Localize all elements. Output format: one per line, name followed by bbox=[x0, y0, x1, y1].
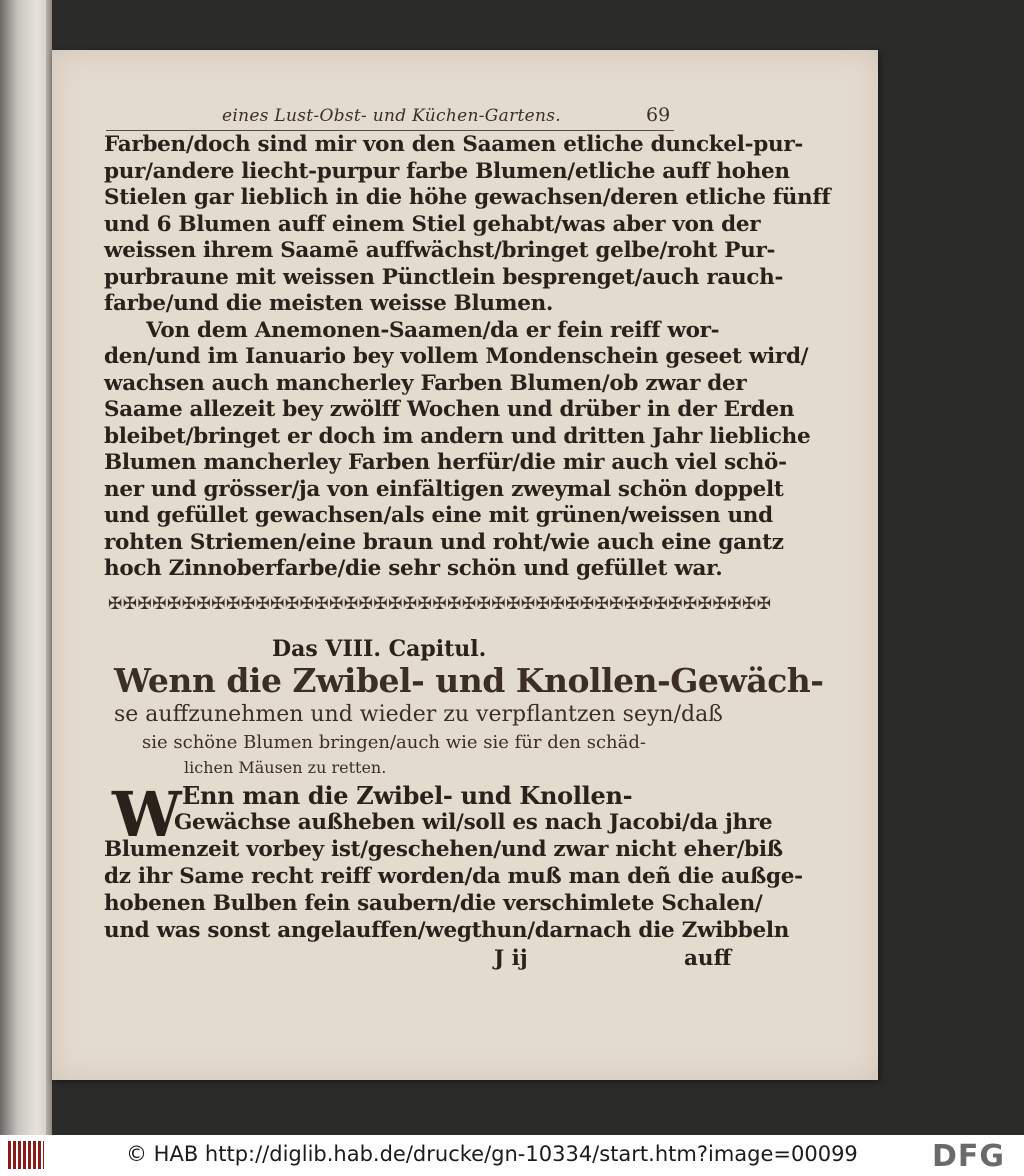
book-page bbox=[52, 50, 878, 1080]
text-line: purbraune mit weissen Pünctlein besprenget/auch rauch- bbox=[104, 264, 784, 290]
text-line: Enn man die Zwibel- und Knollen- bbox=[182, 781, 633, 810]
chapter-label: Das VIII. Capitul. bbox=[272, 636, 487, 662]
text-line: Stielen gar lieblich in die höhe gewachsen/deren etliche fünff bbox=[104, 185, 831, 210]
text-line: Blumen mancherley Farben herfür/die mir auch viel schö- bbox=[104, 450, 787, 475]
chapter-body bbox=[104, 778, 803, 944]
text-line: Saame allezeit bey zwölff Wochen und drüber in der Erden bbox=[104, 397, 795, 422]
chapter-title-line: lichen Mäusen zu retten. bbox=[184, 758, 387, 777]
text-line: pur/andere liecht-purpur farbe Blumen/etliche auff hohen bbox=[104, 158, 790, 184]
text-line: wachsen auch mancherley Farben Blumen/ob zwar der bbox=[104, 370, 747, 396]
chapter-title-line: sie schöne Blumen bringen/auch wie sie für den schäd- bbox=[142, 732, 646, 753]
decorated-initial: W bbox=[112, 778, 182, 851]
text-line: Blumenzeit vorbey ist/geschehen/und zwar nicht eher/biß bbox=[104, 837, 783, 862]
text-line: und gefüllet gewachsen/als eine mit grünen/weissen und bbox=[104, 503, 773, 528]
text-line: Von dem Anemonen-Saamen/da er fein reiff wor- bbox=[146, 317, 720, 343]
text-line: hobenen Bulben fein saubern/die verschimlete Schalen/ bbox=[104, 891, 763, 916]
text-line: Farben/doch sind mir von den Saamen etliche dunckel-pur- bbox=[104, 132, 803, 157]
text-line: und 6 Blumen auff einem Stiel gehabt/was aber von der bbox=[104, 211, 761, 237]
text-line: bleibet/bringet er doch im andern und dritten Jahr liebliche bbox=[104, 423, 811, 449]
text-line: den/und im Ianuario bey vollem Mondenschein geseet wird/ bbox=[104, 344, 809, 369]
chapter-title-line: se auffzunehmen und wieder zu verpflantzen seyn/daß bbox=[114, 702, 723, 727]
text-line: dz ihr Same recht reiff worden/da muß man deñ die außge- bbox=[104, 864, 803, 889]
catchword: auff bbox=[684, 946, 732, 971]
text-line: Gewächse außheben wil/soll es nach Jacobi/da jhre bbox=[174, 810, 773, 835]
book-edge bbox=[0, 0, 52, 1135]
hab-logo-icon bbox=[8, 1141, 44, 1169]
text-line: hoch Zinnoberfarbe/die sehr schön und gefüllet war. bbox=[104, 556, 723, 581]
text-line: rohten Striemen/eine braun und roht/wie auch eine gantz bbox=[104, 529, 784, 555]
ornament-divider: ✠✠✠✠✠✠✠✠✠✠✠✠✠✠✠✠✠✠✠✠✠✠✠✠✠✠✠✠✠✠✠✠✠✠✠✠✠✠✠✠✠✠✠✠✠ bbox=[108, 594, 772, 614]
chapter-title bbox=[114, 661, 824, 780]
text-line: weissen ihrem Saamē auffwächst/bringet gelbe/roht Pur- bbox=[104, 238, 776, 263]
footer-bar bbox=[0, 1135, 1024, 1176]
text-line: farbe/und die meisten weisse Blumen. bbox=[104, 291, 554, 316]
paragraph-1 bbox=[104, 132, 831, 583]
copyright-link[interactable]: © HAB http://diglib.hab.de/drucke/gn-10334/start.htm?image=00099 bbox=[126, 1142, 858, 1166]
running-head: eines Lust-Obst- und Küchen-Gartens. bbox=[222, 106, 561, 126]
dfg-logo: DFG bbox=[932, 1139, 1006, 1174]
text-line: und was sonst angelauffen/wegthun/darnach die Zwibbeln bbox=[104, 918, 790, 943]
header-rule bbox=[106, 130, 674, 131]
chapter-title-line: Wenn die Zwibel- und Knollen-Gewäch- bbox=[114, 661, 824, 700]
page-number: 69 bbox=[646, 104, 671, 126]
text-line: ner und grösser/ja von einfältigen zweymal schön doppelt bbox=[104, 476, 784, 502]
signature-mark: J ij bbox=[494, 946, 528, 971]
